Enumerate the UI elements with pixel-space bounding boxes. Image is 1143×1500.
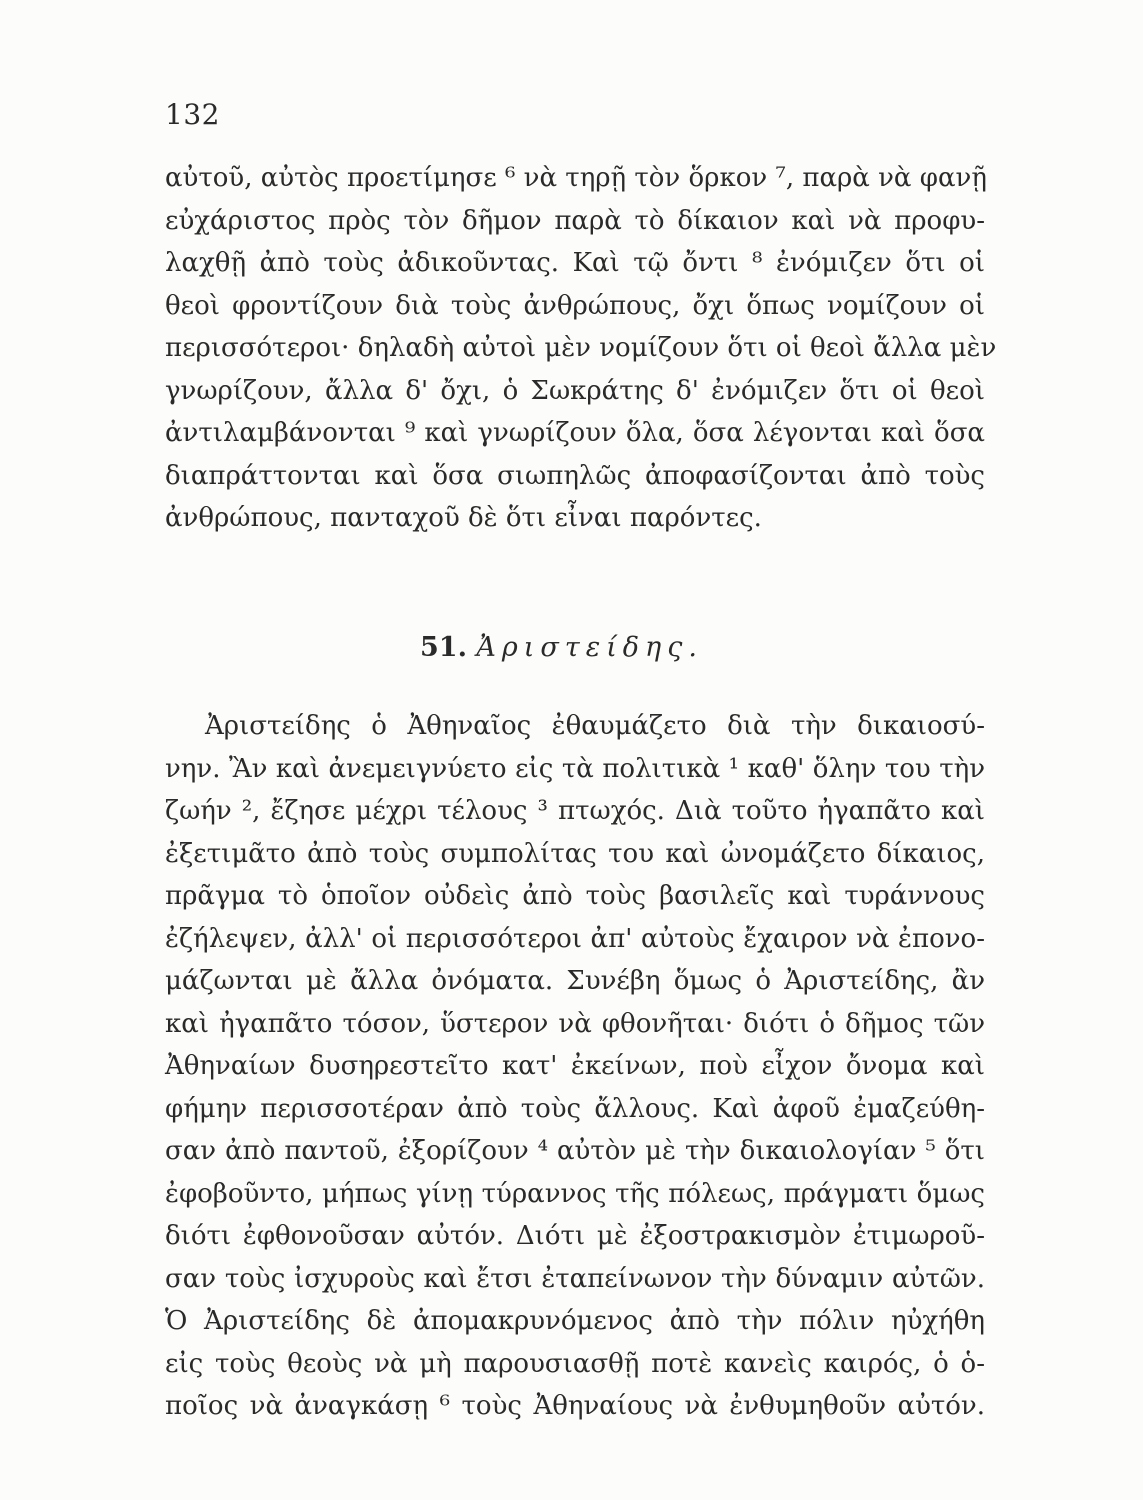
text-line: γνωρίζουν, ἄλλα δ' ὄχι, ὁ Σωκράτης δ' ἐνόμιζεν ὅτι οἱ θεοὶ [165,375,985,406]
text-line: ἐζήλεψεν, ἀλλ' οἱ περισσότεροι ἀπ' αὐτοὺς ἔχαιρον νὰ ἐπονο- [165,923,985,954]
text-line: θεοὶ φροντίζουν διὰ τοὺς ἀνθρώπους, ὄχι ὅπως νομίζουν οἱ [165,290,985,321]
text-line: σαν τοὺς ἰσχυροὺς καὶ ἔτσι ἐταπείνωνον τὴν δύναμιν αὐτῶν. [165,1263,985,1294]
text-line: διαπράττονται καὶ ὅσα σιωπηλῶς ἀποφασίζονται ἀπὸ τοὺς [165,460,985,491]
text-line: ζωήν ², ἔζησε μέχρι τέλους ³ πτωχός. Διὰ τοῦτο ἠγαπᾶτο καὶ [165,796,985,826]
paragraph-2 [165,705,985,1428]
text-line: Ὁ Ἀριστείδης δὲ ἀπομακρυνόμενος ἀπὸ τὴν πόλιν ηὐχήθη [165,1306,985,1336]
text-line: αὐτοῦ, αὐτὸς προετίμησε ⁶ νὰ τηρῇ τὸν ὅρκον ⁷, παρὰ νὰ φανῇ [165,163,987,193]
text-line: σαν ἀπὸ παντοῦ, ἐξορίζουν ⁴ αὐτὸν μὲ τὴν δικαιολογίαν ⁵ ὅτι [165,1136,985,1166]
text-line: ποῖος νὰ ἀναγκάσῃ ⁶ τοὺς Ἀθηναίους νὰ ἐνθυμηθοῦν αὐτόν. [165,1391,985,1421]
text-line: διότι ἐφθονοῦσαν αὐτόν. Διότι μὲ ἐξοστρακισμὸν ἐτιμωροῦ- [165,1221,985,1251]
text-line: ἀντιλαμβάνονται ⁹ καὶ γνωρίζουν ὅλα, ὅσα λέγονται καὶ ὅσα [165,418,985,448]
section-heading [420,632,703,663]
text-line: ἐξετιμᾶτο ἀπὸ τοὺς συμπολίτας του καὶ ὠνομάζετο δίκαιος, [165,838,985,869]
text-line: φήμην περισσοτέραν ἀπὸ τοὺς ἄλλους. Καὶ ἀφοῦ ἐμαζεύθη- [165,1093,985,1124]
text-line: λαχθῇ ἀπὸ τοὺς ἀδικοῦντας. Καὶ τῷ ὄντι ⁸ ἐνόμιζεν ὅτι οἱ [165,248,985,278]
text-line: Ἀθηναίων δυσηρεστεῖτο κατ' ἐκείνων, ποὺ εἶχον ὄνομα καὶ [165,1051,985,1081]
text-line: πρᾶγμα τὸ ὁποῖον οὐδεὶς ἀπὸ τοὺς βασιλεῖς καὶ τυράννους [165,881,985,911]
text-line: περισσότεροι· δηλαδὴ αὐτοὶ μὲν νομίζουν ὅτι οἱ θεοὶ ἄλλα μὲν [165,333,997,363]
text-line: ἀνθρώπους, πανταχοῦ δὲ ὅτι εἶναι παρόντες. [165,503,762,533]
text-line: καὶ ἠγαπᾶτο τόσον, ὕστερον νὰ φθονῆται· διότι ὁ δῆμος τῶν [165,1008,985,1039]
page-number: 132 [165,98,220,131]
text-line: εἰς τοὺς θεοὺς νὰ μὴ παρουσιασθῇ ποτὲ κανεὶς καιρός, ὁ ὁ- [165,1348,985,1379]
paragraph-1 [165,157,997,540]
text-line: μάζωνται μὲ ἄλλα ὀνόματα. Συνέβη ὅμως ὁ Ἀριστείδης, ἂν [165,966,985,996]
text-line: Ἀριστείδης ὁ Ἀθηναῖος ἐθαυμάζετο διὰ τὴν δικαιοσύ- [205,711,985,741]
text-line: ἐφοβοῦντο, μήπως γίνῃ τύραννος τῆς πόλεως, πράγματι ὅμως [165,1178,985,1209]
text-line: εὐχάριστος πρὸς τὸν δῆμον παρὰ τὸ δίκαιον καὶ νὰ προφυ- [165,205,985,236]
text-line: νην. Ἂν καὶ ἀνεμειγνύετο εἰς τὰ πολιτικὰ ¹ καθ' ὅλην του τὴν [165,753,985,784]
section-title: Ἀριστείδης. [476,632,703,663]
section-number: 51. [420,632,467,663]
